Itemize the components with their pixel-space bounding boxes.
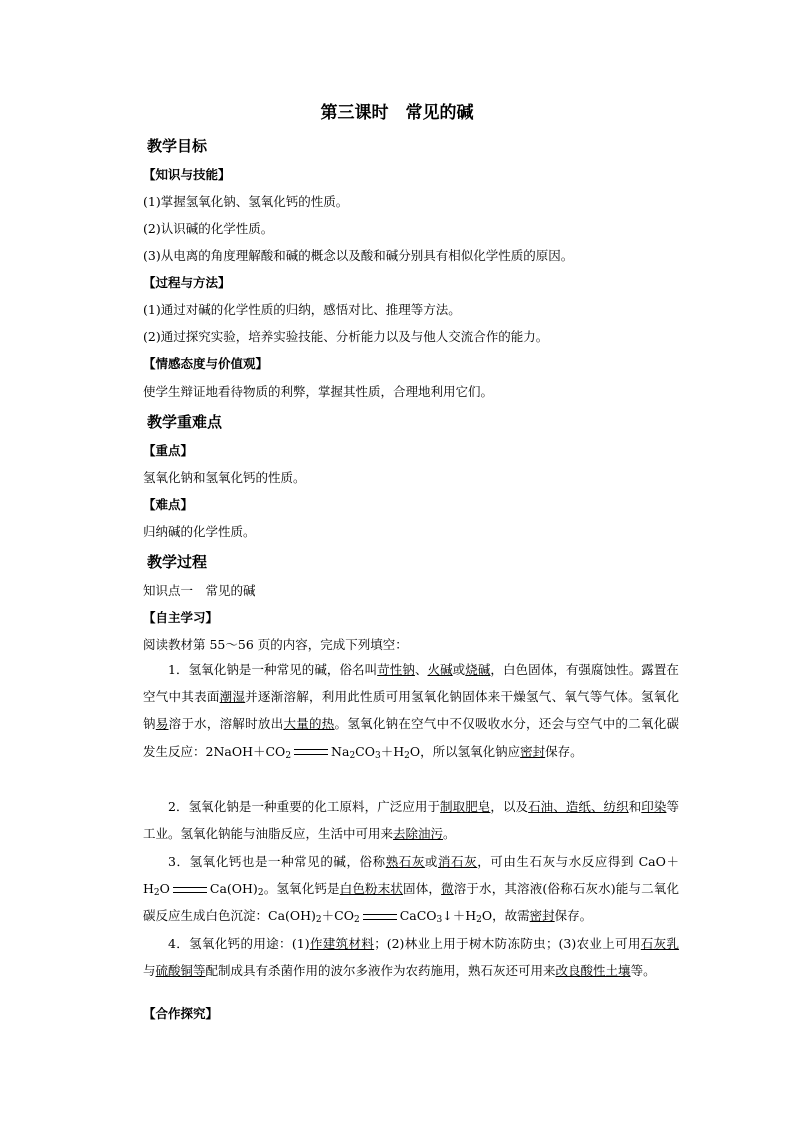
answer-blank: 石油、造纸、纺织 [528,799,629,814]
objective-item: (1)通过对碱的化学性质的归纳，感悟对比、推理等方法。 [143,302,461,317]
answer-blank: 印染 [641,799,667,814]
question-paragraph-3: 3．氢氧化钙也是一种常见的碱，俗称熟石灰或消石灰，可由生石灰与水反应得到 $CaO+H_2O$ $Ca(OH)_2$。氢氧化钙是白色粉末状固体，微溶于水，其溶液(俗称石灰水)能与二氧化碳反应生成白色沉淀：$Ca(OH)_2+CO_2$ $CaCO_3↓+H_2O$，故需密封保存。 [143,854,679,926]
subheading-values: 【情感态度与价值观】 [143,356,269,371]
section-heading-key-points: 教学重难点 [147,413,223,431]
answer-blank: 大量的热 [283,716,335,732]
reaction-equals-sign [363,914,397,920]
subheading-cooperative-inquiry: 【合作探究】 [143,1006,219,1021]
subheading-difficulty: 【难点】 [143,497,194,512]
subheading-self-study: 【自主学习】 [143,610,219,625]
objective-item: (2)通过探究实验，培养实验技能、分析能力以及与他人交流合作的能力。 [143,329,549,344]
answer-blank: 火碱 [427,662,453,677]
difficulty-text: 归纳碱的化学性质。 [143,524,256,539]
page-title: 第三课时 常见的碱 [320,103,474,123]
answer-blank: 微 [441,881,454,897]
subheading-process: 【过程与方法】 [143,275,231,290]
section-heading-process: 教学过程 [147,553,208,571]
question-paragraph-4: 4．氢氧化钙的用途：(1)作建筑材料；(2)林业上用于树木防冻防虫；(3)农业上可用石灰乳与硫酸铜等配制成具有杀菌作用的波尔多液作为农药施用，熟石灰还可用来改良酸性土壤等。 [143,936,679,979]
answer-blank: 熟石灰 [385,854,425,869]
answer-blank: 易 [155,716,169,732]
question-paragraph-2: 2．氢氧化钠是一种重要的化工原料，广泛应用于制取肥皂，以及石油、造纸、纺织和印染等工业。氢氧化钠能与油脂反应，生活中可用来去除油污。 [143,799,679,842]
answer-blank: 密封 [529,908,555,924]
answer-blank: 石灰乳 [640,936,679,951]
reaction-equals-sign [173,887,207,893]
answer-blank: 作建筑材料 [309,936,375,951]
key-point-text: 氢氧化钠和氢氧化钙的性质。 [143,470,306,485]
objective-item: (1)掌握氢氧化钠、氢氧化钙的性质。 [143,194,349,209]
answer-blank: 白色粉末状 [339,881,404,897]
answer-blank: 密封 [520,743,546,759]
answer-blank: 改良酸性土壤 [555,963,631,979]
section-heading-objectives: 教学目标 [147,137,208,155]
question-paragraph-1: 1．氢氧化钠是一种常见的碱，俗名叫苛性钠、火碱或烧碱，白色固体，有强腐蚀性。露置在空气中其表面潮湿并逐渐溶解，利用此性质可用氢氧化钠固体来干燥氢气、氧气等气体。氢氧化钠易溶于水，溶解时放出大量的热。氢氧化钠在空气中不仅吸收水分，还会与空气中的二氧化碳发生反应：$2NaOH+CO_2$ $Na_2CO_3+H_2O$，所以氢氧化钠应密封保存。 [143,662,679,761]
answer-blank: 苛性钠 [377,662,415,677]
subheading-focus: 【重点】 [143,443,194,458]
answer-blank: 去除油污 [393,826,444,842]
subheading-knowledge: 【知识与技能】 [143,167,231,182]
answer-blank: 消石灰 [437,854,478,869]
answer-blank: 制取肥皂 [440,799,491,814]
objective-item: 使学生辩证地看待物质的利弊，掌握其性质，合理地利用它们。 [143,384,494,399]
knowledge-point-title: 知识点一 常见的碱 [143,583,256,598]
answer-blank: 硫酸铜等 [155,963,206,979]
answer-blank: 烧碱 [465,662,491,677]
objective-item: (3)从电离的角度理解酸和碱的概念以及酸和碱分别具有相似化学性质的原因。 [143,248,574,263]
answer-blank: 潮湿 [219,689,246,705]
objective-item: (2)认识碱的化学性质。 [143,221,274,236]
reaction-equals-sign [294,749,328,755]
reading-instruction: 阅读教材第 55～56 页的内容，完成下列填空： [143,637,408,652]
